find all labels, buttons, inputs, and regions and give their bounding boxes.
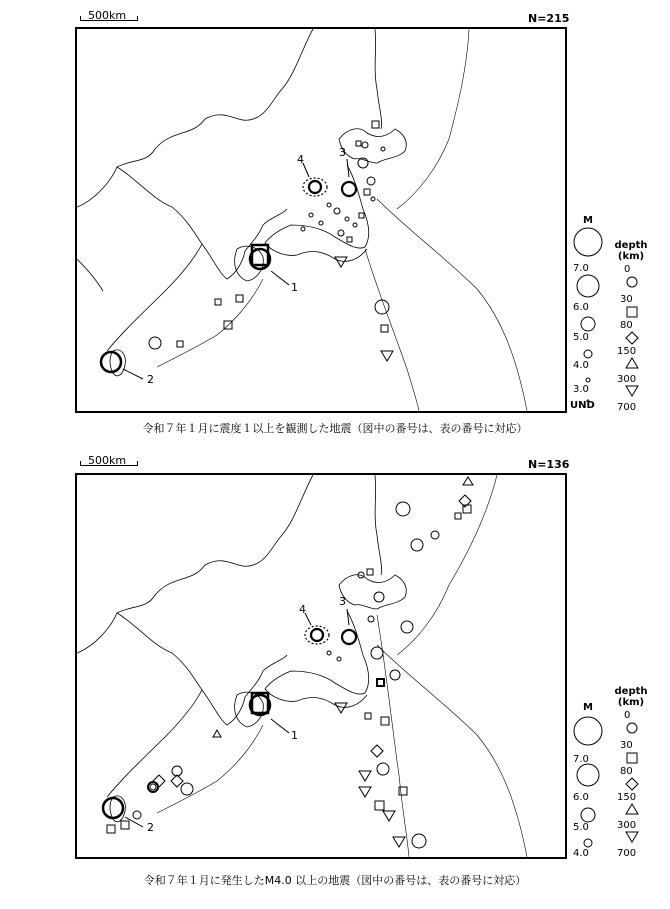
map2-depth-150: 150 [617, 792, 637, 803]
map1-depth-0: 0 [624, 264, 631, 275]
map1-depth-80: 80 [620, 320, 633, 331]
map1-m-und: UND [570, 400, 595, 411]
map2-m-5: 5.0 [573, 822, 589, 833]
map1-callout-2: 2 [147, 373, 154, 386]
map1-callout-3: 3 [339, 146, 346, 159]
map1-m-5: 5.0 [573, 332, 589, 343]
map1-m-4: 4.0 [573, 360, 589, 371]
map1-depth-30: 30 [620, 294, 633, 305]
map2-m-6: 6.0 [573, 792, 589, 803]
map1-callout-4: 4 [297, 153, 304, 166]
map1-coastlines [77, 29, 527, 411]
map2-depth-unit: (km) [617, 697, 645, 708]
map2-depth-80: 80 [620, 766, 633, 777]
map2-callout-4: 4 [299, 603, 306, 616]
map1-depth-150: 150 [617, 346, 637, 357]
map1-scale-label: 500km [88, 9, 127, 22]
map1-m-3: 3.0 [573, 384, 589, 395]
map1-depth-title: depth [614, 240, 648, 251]
map2-epicenters [103, 477, 473, 848]
map2-scale-label: 500km [88, 454, 127, 467]
map2-depth-300: 300 [617, 820, 637, 831]
map1-depth-unit: (km) [617, 251, 645, 262]
map2-depth-title: depth [614, 686, 648, 697]
map2-callout-2: 2 [147, 821, 154, 834]
map2-scale-bar [80, 461, 138, 466]
map1-depth-symbols [622, 276, 642, 426]
map2-depth-symbols [622, 722, 642, 872]
map2-depth-30: 30 [620, 740, 633, 751]
map2-caption: 令和７年１月に発生したM4.0 以上の地震（図中の番号は、表の番号に対応） [143, 874, 527, 887]
map2-magnitude-legend [568, 702, 608, 867]
map1-svg [77, 29, 565, 411]
map2-m-title: M [583, 702, 593, 713]
map1-callout-1: 1 [291, 281, 298, 294]
map2-callout-1: 1 [291, 729, 298, 742]
map1-depth-700: 700 [617, 402, 637, 413]
map1-m-title: M [583, 215, 593, 226]
map2-callout-3: 3 [339, 595, 346, 608]
map1-m-6: 6.0 [573, 302, 589, 313]
map2-coastlines [77, 475, 527, 857]
map2-m-7: 7.0 [573, 754, 589, 765]
map2-depth-legend [608, 686, 654, 708]
map1-m-7: 7.0 [573, 263, 589, 274]
map2-m-symbols [568, 713, 608, 863]
map2-depth-700: 700 [617, 848, 637, 859]
map2-m-4: 4.0 [573, 848, 589, 859]
map1-caption: 令和７年１月に震度１以上を観測した地震（図中の番号は、表の番号に対応） [142, 422, 528, 435]
map1-depth-legend [608, 240, 654, 262]
map1-count-label: N=215 [528, 12, 570, 25]
map1-frame[interactable] [75, 27, 567, 413]
map2-frame[interactable] [75, 473, 567, 859]
map2-svg [77, 475, 565, 857]
map2-depth-0: 0 [624, 710, 631, 721]
map1-scale-bar [80, 16, 138, 21]
map1-depth-300: 300 [617, 374, 637, 385]
map2-count-label: N=136 [528, 458, 570, 471]
